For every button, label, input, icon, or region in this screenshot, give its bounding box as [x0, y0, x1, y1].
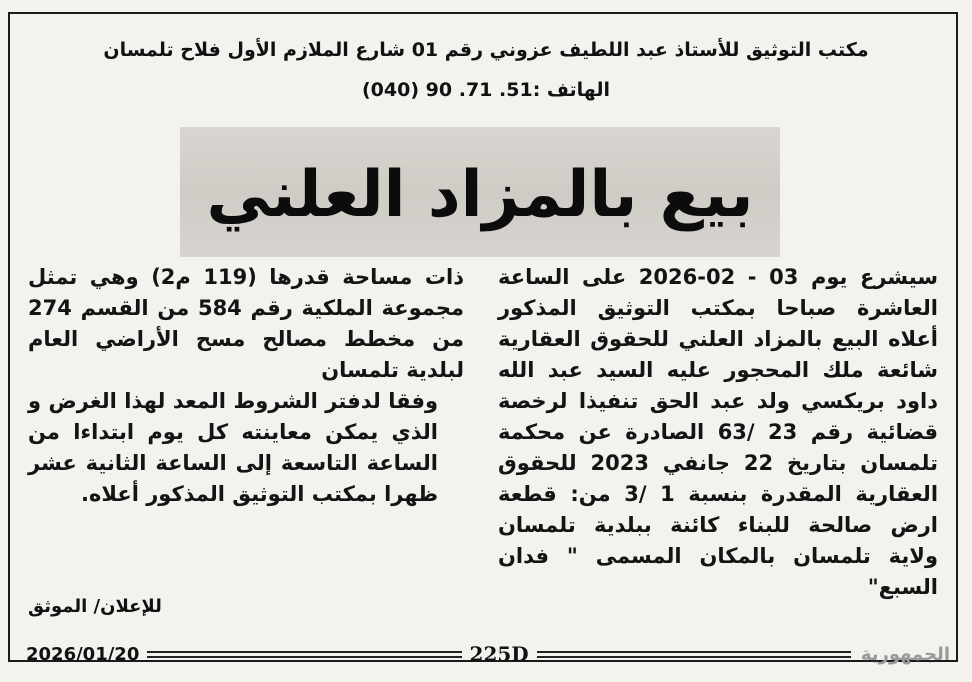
ad-code: 225D — [469, 642, 529, 666]
notary-signature: للإعلان/ الموثق — [28, 596, 162, 617]
footer-bar — [14, 642, 958, 666]
footer-rule-left — [147, 651, 461, 658]
notary-phone: الهاتف :51. 71. 90 (040) — [361, 79, 611, 101]
right-text-column — [498, 262, 938, 603]
conditions-paragraph: وفقا لدفتر الشروط المعد لهذا الغرض و الذي يمكن معاينته كل يوم ابتداءا من الساعة التاسعة إلى الساعة الثانية عشر ظهرا بمكتب التوثيق المذكور أعلاه. — [28, 389, 438, 506]
left-text-column — [28, 262, 464, 510]
footer-rule-right — [537, 651, 851, 658]
notary-office-line: مكتب التوثيق للأستاذ عبد اللطيف عزوني رقم 01 شارع الملازم الأول فلاح تلمسان — [103, 39, 869, 61]
newspaper-brand: الجمهورية — [860, 643, 950, 665]
notary-header — [20, 30, 952, 110]
property-area-paragraph: ذات مساحة قدرها (119 م2) وهي تمثل مجموعة الملكية رقم 584 من القسم 274 من مخطط مصالح مسح الأراضي العام لبلدية تلمسان — [28, 265, 464, 382]
auction-details-paragraph: سيشرع يوم 03 - 02-2026 على الساعة العاشرة صباحا بمكتب التوثيق المذكور أعلاه البيع بالمزاد العلني للحقوق العقارية شائعة ملك المحجور عليه السيد عبد الله داود بريكسي ولد عبد الحق تنفيذا لرخصة قضائية رقم 23 /63 الصادرة عن محكمة تلمسان بتاريخ 22 جانفي 2023 للحقوق العقارية المقدرة بنسبة 1 /3 من: قطعة ارض صالحة للبناء كائنة ببلدية تلمسان ولاية تلمسان بالمكان المسمى " فدان السبع" — [498, 265, 939, 599]
announcement-title: بيع بالمزاد العلني — [206, 158, 754, 232]
publication-date: 2026/01/20 — [26, 643, 140, 665]
